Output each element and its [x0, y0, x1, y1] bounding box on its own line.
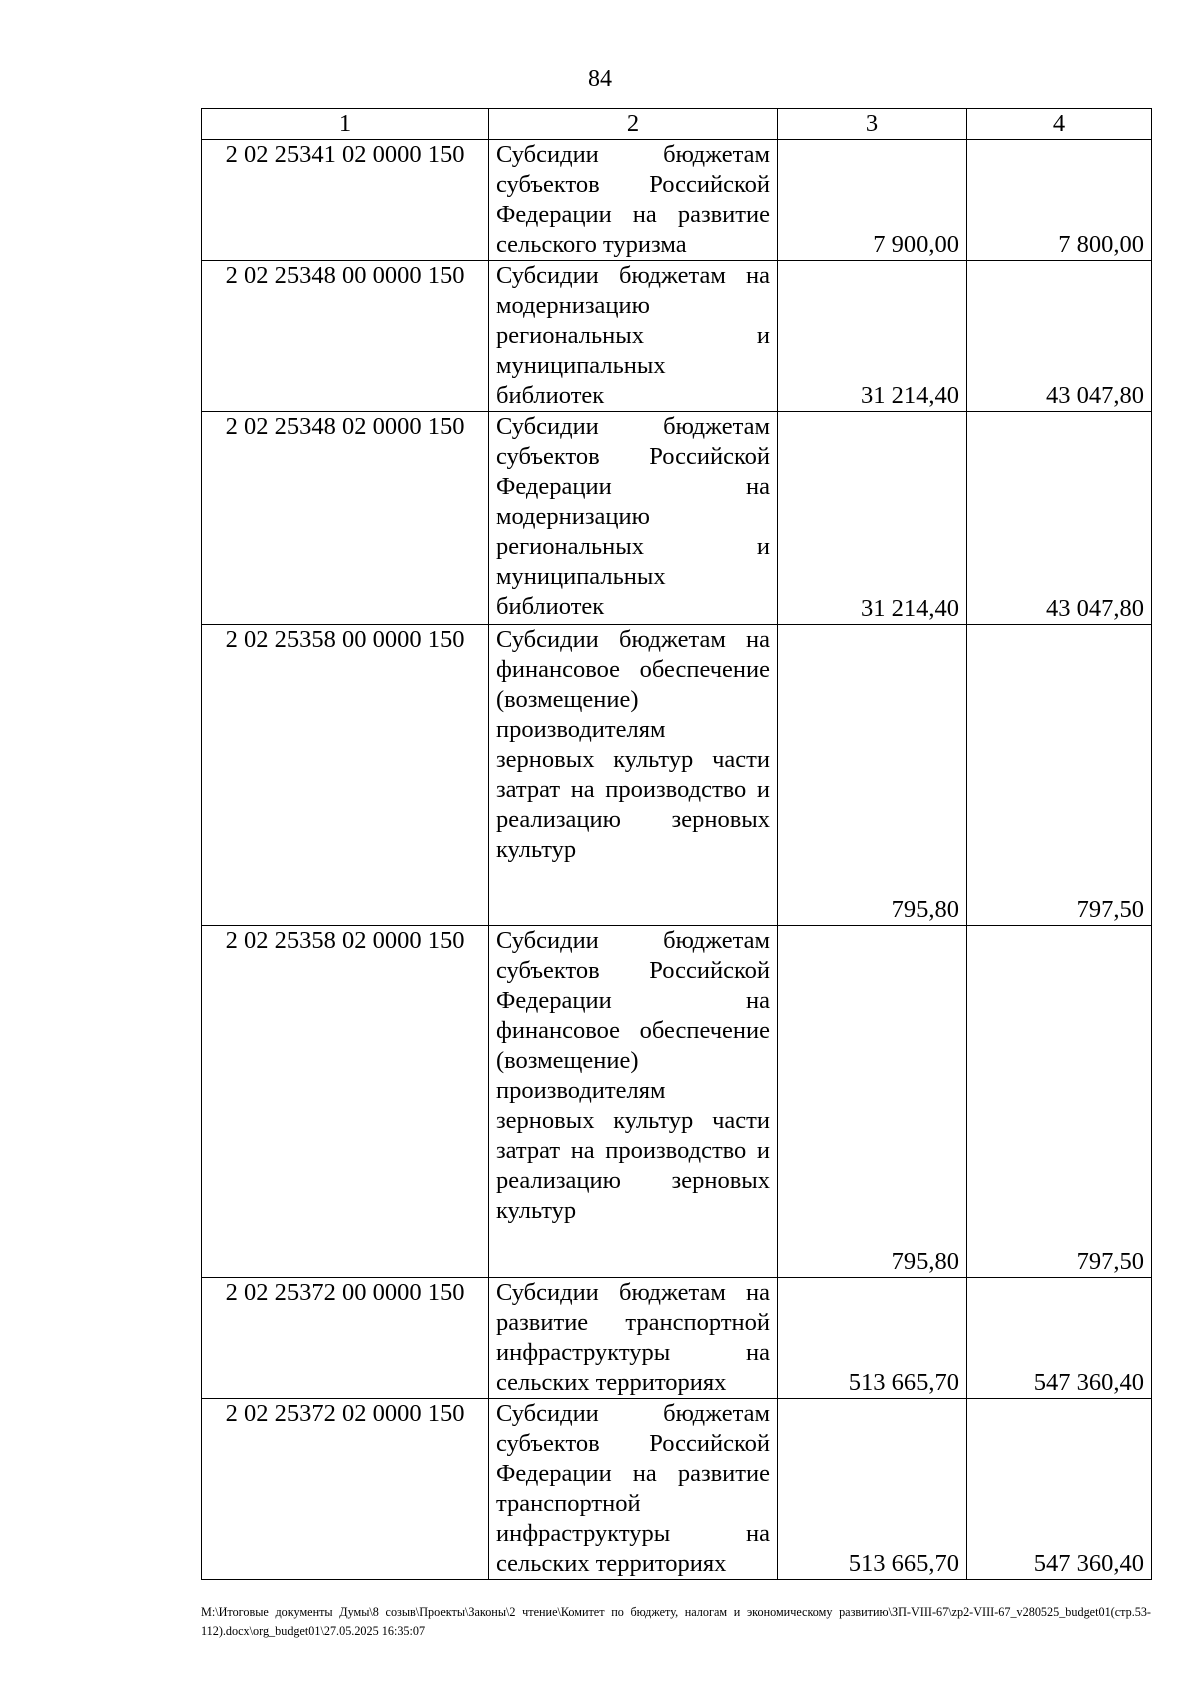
- page-number: 84: [588, 66, 612, 92]
- budget-code-cell: 2 02 25348 00 0000 150: [202, 261, 489, 412]
- amount-col3-cell: 513 665,70: [778, 1278, 967, 1399]
- amount-col3-cell: 513 665,70: [778, 1399, 967, 1580]
- description-cell: Субсидии бюджетам субъектов Российской Федерации на развитие сельского туризма: [489, 140, 778, 261]
- description-cell: Субсидии бюджетам на финансовое обеспечение (возмещение) производителям зерновых культур части затрат на производство и реализацию зерновых культур: [489, 625, 778, 926]
- header-col-3: 3: [778, 109, 967, 140]
- amount-col4-cell: 547 360,40: [967, 1399, 1152, 1580]
- table-row: [202, 625, 1152, 926]
- budget-code-cell: 2 02 25358 02 0000 150: [202, 926, 489, 1278]
- amount-col3-cell: 31 214,40: [778, 412, 967, 625]
- header-col-1: 1: [202, 109, 489, 140]
- amount-col3-cell: 795,80: [778, 625, 967, 926]
- amount-col3-cell: 31 214,40: [778, 261, 967, 412]
- table-header: [202, 109, 1152, 140]
- budget-code-cell: 2 02 25348 02 0000 150: [202, 412, 489, 625]
- amount-col4-cell: 797,50: [967, 926, 1152, 1278]
- amount-col4-cell: 7 800,00: [967, 140, 1152, 261]
- description-cell: Субсидии бюджетам субъектов Российской Федерации на развитие транспортной инфраструктуры на сельских территориях: [489, 1399, 778, 1580]
- header-col-2: 2: [489, 109, 778, 140]
- table-row: [202, 1399, 1152, 1580]
- amount-col4-cell: 43 047,80: [967, 261, 1152, 412]
- table-row: [202, 140, 1152, 261]
- budget-code-cell: 2 02 25372 00 0000 150: [202, 1278, 489, 1399]
- budget-table: [201, 108, 1152, 1580]
- amount-col4-cell: 43 047,80: [967, 412, 1152, 625]
- table-header-row: [202, 109, 1152, 140]
- description-cell: Субсидии бюджетам субъектов Российской Федерации на финансовое обеспечение (возмещение) производителям зерновых культур части затрат на производство и реализацию зерновых культур: [489, 926, 778, 1278]
- amount-col4-cell: 547 360,40: [967, 1278, 1152, 1399]
- document-path-footer: M:\Итоговые документы Думы\8 созыв\Проекты\Законы\2 чтение\Комитет по бюджету, налогам и экономическому развитию\ЗП-VIII-67\zp2-VIII-67_v280525_budget01(стр.53-112).docx\org_budget01\27.05.2025 16:35:07: [201, 1605, 1151, 1638]
- table-row: [202, 412, 1152, 625]
- description-cell: Субсидии бюджетам на модернизацию региональных и муниципальных библиотек: [489, 261, 778, 412]
- amount-col4-cell: 797,50: [967, 625, 1152, 926]
- amount-col3-cell: 7 900,00: [778, 140, 967, 261]
- header-col-4: 4: [967, 109, 1152, 140]
- table-row: [202, 926, 1152, 1278]
- budget-code-cell: 2 02 25341 02 0000 150: [202, 140, 489, 261]
- budget-code-cell: 2 02 25372 02 0000 150: [202, 1399, 489, 1580]
- description-cell: Субсидии бюджетам на развитие транспортной инфраструктуры на сельских территориях: [489, 1278, 778, 1399]
- table-row: [202, 1278, 1152, 1399]
- table-body: [202, 140, 1152, 1580]
- table-row: [202, 261, 1152, 412]
- budget-code-cell: 2 02 25358 00 0000 150: [202, 625, 489, 926]
- amount-col3-cell: 795,80: [778, 926, 967, 1278]
- description-cell: Субсидии бюджетам субъектов Российской Федерации на модернизацию региональных и муниципальных библиотек: [489, 412, 778, 625]
